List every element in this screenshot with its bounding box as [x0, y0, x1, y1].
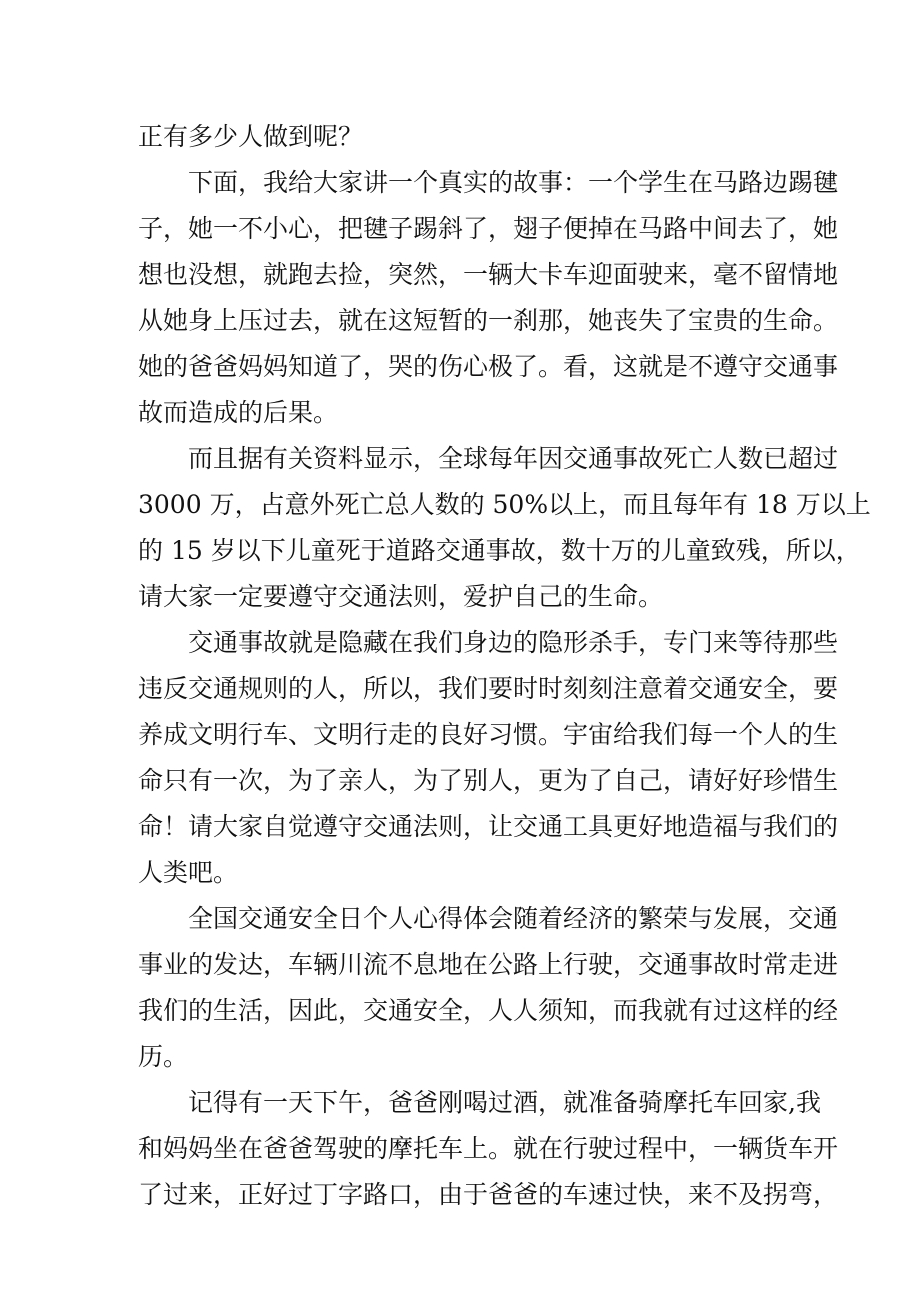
- text-line: 历。: [138, 1042, 189, 1071]
- body-text: [138, 114, 871, 1218]
- text-line: 了过来，正好过丁字路口，由于爸爸的车速过快，来不及拐弯，: [138, 1180, 839, 1209]
- paragraph-6: [138, 1080, 839, 1218]
- text-line: 而且据有关资料显示，全球每年因交通事故死亡人数已超过: [188, 444, 839, 473]
- text-line: 命只有一次，为了亲人，为了别人，更为了自己，请好好珍惜生: [138, 766, 839, 795]
- text-line: 我们的生活，因此，交通安全，人人须知，而我就有过这样的经: [138, 996, 839, 1025]
- text-line: 下面，我给大家讲一个真实的故事：一个学生在马路边踢毽: [188, 168, 839, 197]
- text-line: 事业的发达，车辆川流不息地在公路上行驶，交通事故时常走进: [138, 950, 839, 979]
- text-line: 的 15 岁以下儿童死于道路交通事故，数十万的儿童致残，所以，: [138, 536, 861, 565]
- text-line: 命！请大家自觉遵守交通法则，让交通工具更好地造福与我们的: [138, 812, 839, 841]
- paragraph-5: [138, 896, 839, 1080]
- text-line: 3000 万，占意外死亡总人数的 50%以上，而且每年有 18 万以上: [138, 490, 871, 519]
- paragraph-2: [138, 160, 839, 436]
- paragraph-3: [138, 436, 871, 620]
- text-line: 违反交通规则的人，所以，我们要时时刻刻注意着交通安全，要: [138, 674, 839, 703]
- paragraph-1: [138, 114, 790, 160]
- text-line: 从她身上压过去，就在这短暂的一刹那，她丧失了宝贵的生命。: [138, 306, 839, 335]
- paragraph-4: [138, 620, 839, 896]
- text-line: 故而造成的后果。: [138, 398, 339, 427]
- text-line: 和妈妈坐在爸爸驾驶的摩托车上。就在行驶过程中，一辆货车开: [138, 1134, 839, 1163]
- text-line: 交通事故就是隐藏在我们身边的隐形杀手，专门来等待那些: [188, 628, 839, 657]
- text-line: 养成文明行车、文明行走的良好习惯。宇宙给我们每一个人的生: [138, 720, 839, 749]
- text-line: 请大家一定要遵守交通法则，爱护自己的生命。: [138, 582, 664, 611]
- text-line: 想也没想，就跑去捡，突然，一辆大卡车迎面驶来，毫不留情地: [138, 260, 839, 289]
- text-line: 子，她一不小心，把毽子踢斜了，翅子便掉在马路中间去了，她: [138, 214, 839, 243]
- text-line: 她的爸爸妈妈知道了，哭的伤心极了。看，这就是不遵守交通事: [138, 352, 839, 381]
- text-line: 人类吧。: [138, 858, 239, 887]
- text-line: 正有多少人做到呢？: [138, 122, 364, 151]
- text-line: 全国交通安全日个人心得体会随着经济的繁荣与发展，交通: [188, 904, 839, 933]
- text-line: 记得有一天下午，爸爸刚喝过酒，就准备骑摩托车回家,我: [188, 1088, 821, 1117]
